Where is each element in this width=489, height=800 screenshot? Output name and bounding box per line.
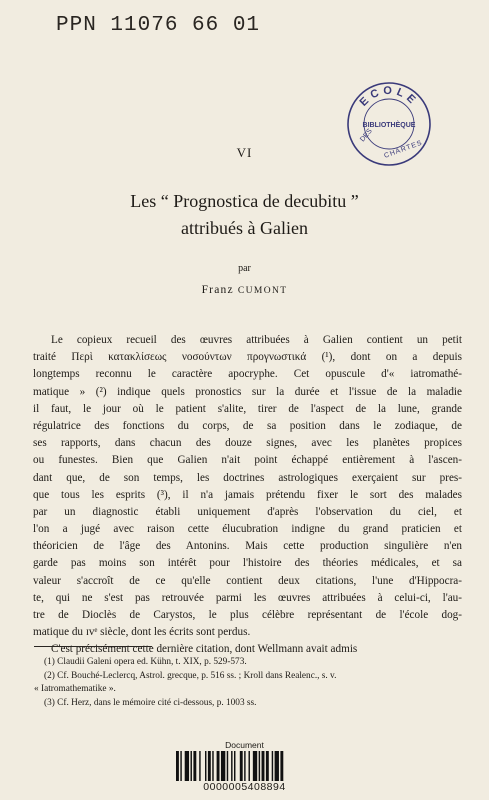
body-line: que tous les esprits (³), il n'a jamais prétendu fixer le sort des malades: [33, 488, 462, 501]
byline-par: par: [238, 263, 251, 274]
body-line: régulatrice des fonctions du corps, de sa position dans le zodiaque, de: [33, 419, 462, 432]
footnotes: [34, 656, 454, 710]
body-line: ses rapports, dans chacun des douze signes, avec les planètes propices: [33, 437, 462, 450]
body-text: [33, 332, 462, 659]
title-line-1: Les “ Prognostica de decubitu ”: [130, 191, 359, 211]
footnote: (3) Cf. Herz, dans le mémoire cité ci-dessous, p. 1003 ss.: [44, 697, 257, 708]
body-line: dant que, de son temps, les doctrines astrologiques exerçaient sur pres-: [33, 471, 462, 484]
body-line: tre de Dioclès de Carystos, le plus célèbre représentant de l'école dog-: [33, 609, 462, 621]
footnote: (2) Cf. Bouché-Leclercq, Astrol. grecque, p. 516 ss. ; Kroll dans Realenc., s. v.: [44, 670, 337, 681]
body-line: te, qui ne s'est pas retrouvée parmi les œuvres attribuées à celui-ci, l'au-: [33, 591, 462, 604]
author-first-name: Franz: [201, 284, 234, 296]
svg-text:ECOLE: ECOLE: [357, 84, 421, 109]
body-line: valeur s'accroît de ce qu'elle contient deux citations, l'une d'Hippocra-: [33, 574, 462, 587]
shelfmark-handwritten: PPN 11076 66 01: [56, 14, 261, 37]
author-last-name: CUMONT: [237, 286, 288, 296]
chapter-number: VI: [236, 145, 253, 160]
svg-text:CHARTES: CHARTES: [383, 139, 424, 160]
svg-text:BIBLIOTHÈQUE: BIBLIOTHÈQUE: [362, 122, 416, 129]
footnote: « Iatromathematike ».: [34, 684, 116, 694]
body-line: théoricien de l'âge des Antonins. Mais cette production singulière n'en: [33, 540, 462, 553]
body-line: matique du ɪvᵉ siècle, dont les écrits sont perdus.: [33, 626, 251, 639]
body-line: par un diagnostic établi uniquement d'après l'observation du ciel, et: [33, 505, 462, 518]
body-line: l'on a jugé avec raison cette élucubration indigne du grand praticien et: [33, 523, 462, 536]
body-line: il faut, le jour où le patient s'alite, tirer de l'aspect de la lune, grande: [33, 402, 462, 415]
article-title: [0, 188, 489, 242]
body-line: Le copieux recueil des œuvres attribuées à Galien contient un petit: [51, 334, 462, 346]
barcode-number: 0000005408894: [203, 781, 286, 793]
body-line: matique » (²) indique quels pronostics sur la durée et l'issue de la maladie: [33, 385, 462, 398]
footnote: (1) Claudii Galeni opera ed. Kühn, t. XIX, p. 529-573.: [44, 657, 247, 667]
body-line: longtemps reconnu le caractère apocryphe. Cet opuscule d'« iatromathé-: [33, 368, 462, 381]
title-line-2: attribués à Galien: [181, 218, 308, 238]
barcode-icon: [176, 751, 314, 781]
author-name: [0, 284, 489, 296]
body-line: C'est précisément cette dernière citation, dont Wellmann avait admis: [51, 643, 358, 656]
body-line: garde pas moins son intérêt pour l'histoire des théories médicales, et sa: [33, 557, 462, 570]
svg-text:DES: DES: [359, 127, 374, 144]
body-line: traité Περὶ κατακλίσεως νοσούντων προγνωστικά (¹), dont on a depuis: [33, 351, 462, 364]
barcode-label: Document: [225, 740, 264, 750]
body-line: ou funestes. Bien que Galien n'ait point échappé entièrement à l'ascen-: [33, 454, 462, 467]
footnote-rule: [34, 646, 152, 647]
